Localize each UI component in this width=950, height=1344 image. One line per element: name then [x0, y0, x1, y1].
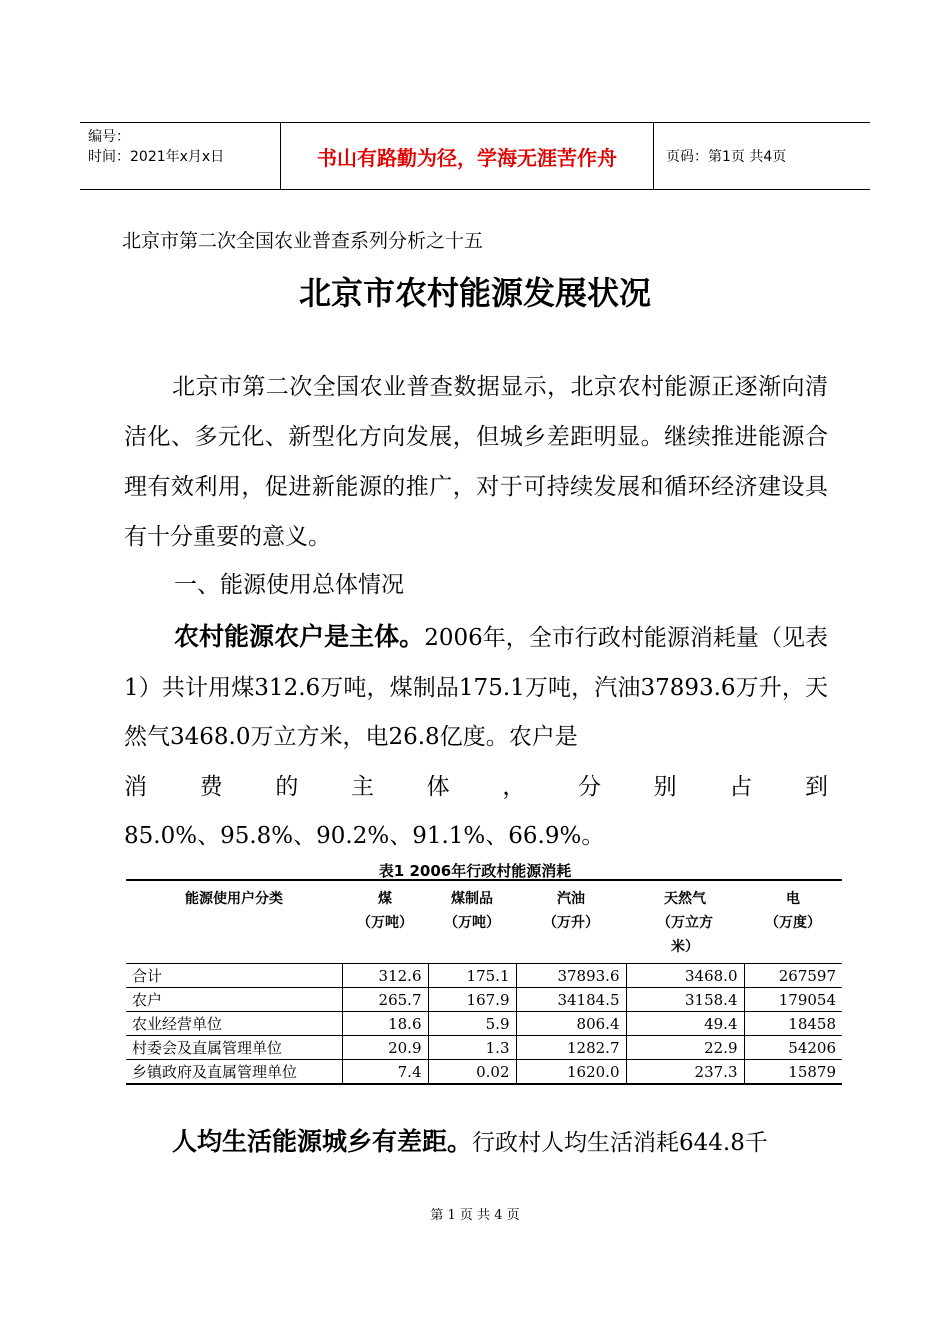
paragraph-2-last-line: 85.0%、95.8%、90.2%、91.1%、66.9%。	[124, 823, 605, 849]
table-header-gasoline: 汽油 （万升）	[516, 880, 626, 964]
table-row: 农户 265.7 167.9 34184.5 3158.4 179054	[126, 988, 842, 1012]
table-row: 合计 312.6 175.1 37893.6 3468.0 267597	[126, 964, 842, 988]
energy-consumption-table	[126, 879, 842, 1085]
intro-paragraph: 北京市第二次全国农业普查数据显示，北京农村能源正逐渐向清洁化、多元化、新型化方向发展，但城乡差距明显。继续推进能源合理有效利用，促进新能源的推广，对于可持续发展和循环经济建设具有十分重要的意义。	[124, 374, 828, 550]
table-row: 乡镇政府及直属管理单位 7.4 0.02 1620.0 237.3 15879	[126, 1060, 842, 1085]
paragraph-3	[124, 1117, 828, 1168]
document-header	[80, 122, 870, 190]
series-title: 北京市第二次全国农业普查系列分析之十五	[122, 230, 484, 252]
table-header-natural-gas: 天然气 （万立方米）	[626, 880, 744, 964]
main-title: 北京市农村能源发展状况	[298, 274, 651, 312]
paragraph-2-spread-line: 消费的主体，分别占到	[124, 773, 828, 800]
table-header-row	[126, 880, 842, 964]
table-row: 村委会及直属管理单位 20.9 1.3 1282.7 22.9 54206	[126, 1036, 842, 1060]
paragraph-2-lead: 农村能源农户是主体。	[174, 622, 425, 651]
header-number-label: 编号：	[88, 129, 130, 145]
table-header-coal: 煤 （万吨）	[342, 880, 428, 964]
paragraph-3-lead: 人均生活能源城乡有差距。	[172, 1127, 473, 1156]
table-header-category: 能源使用户分类	[126, 880, 342, 964]
table-row: 农业经营单位 18.6 5.9 806.4 49.4 18458	[126, 1012, 842, 1036]
header-time-label: 时间：2021年x月x日	[88, 149, 225, 165]
header-motto: 书山有路勤为径，学海无涯苦作舟	[280, 123, 654, 189]
page-footer: 第 1 页 共 4 页	[430, 1208, 520, 1223]
table1-caption: 表1 2006年行政村能源消耗	[378, 862, 572, 880]
paragraph-2	[124, 612, 828, 862]
table-header-coal-products: 煤制品 （万吨）	[428, 880, 516, 964]
section1-heading: 一、能源使用总体情况	[174, 572, 404, 598]
paragraph-2-body: 2006年，全市行政村能源消耗量（见表1）共计用煤312.6万吨，煤制品175.1万吨，汽油37893.6万升，天然气3468.0万立方米，电26.8亿度。农户是	[124, 625, 828, 750]
header-page-code: 页码：第1页 共4页	[666, 149, 787, 165]
paragraph-3-body: 行政村人均生活消耗644.8千	[472, 1130, 768, 1156]
table-header-electricity: 电 （万度）	[744, 880, 842, 964]
header-meta	[80, 123, 280, 189]
